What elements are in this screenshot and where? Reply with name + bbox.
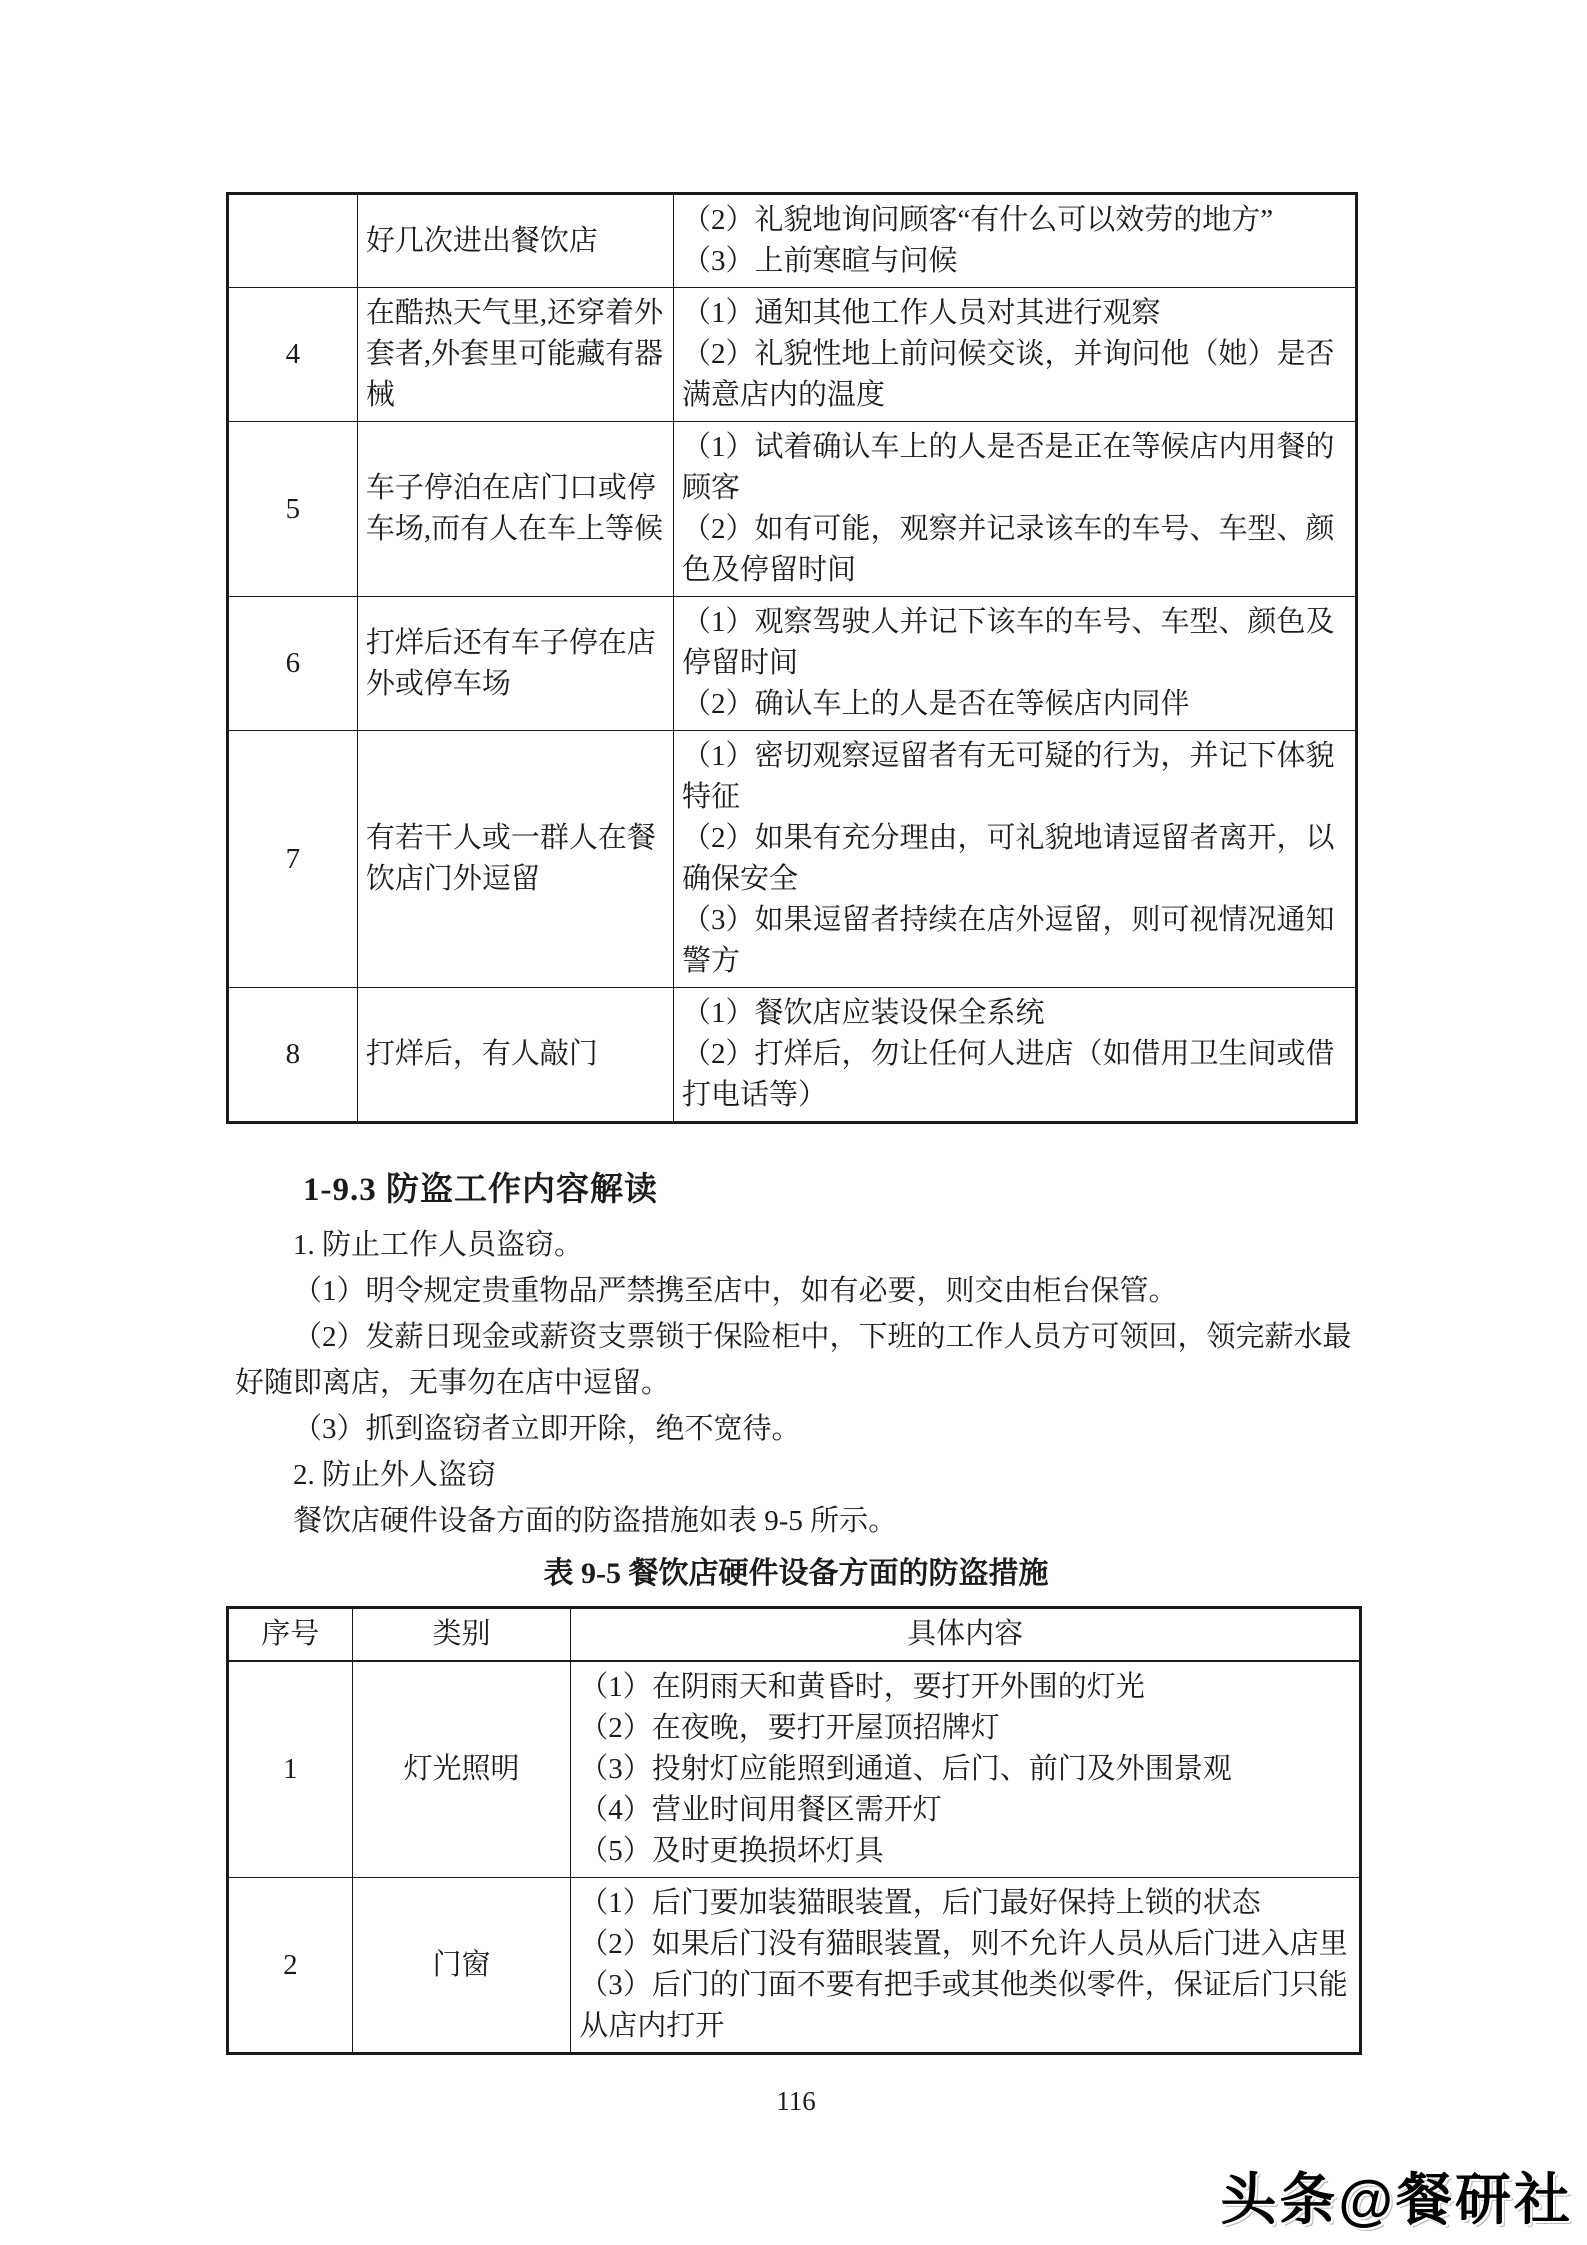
header-details: 具体内容	[571, 1608, 1361, 1662]
cell-actions	[673, 988, 1356, 1123]
action-item: （1）餐饮店应装设保全系统	[681, 997, 1045, 1029]
action-item: （3）上前寒暄与问候	[681, 245, 958, 277]
action-item: （2）确认车上的人是否在等候店内同伴	[681, 688, 1190, 720]
cell-category: 门窗	[352, 1878, 571, 2054]
detail-item: （1）在阴雨天和黄昏时，要打开外围的灯光	[579, 1671, 1145, 1703]
action-item: （1）通知其他工作人员对其进行观察	[681, 297, 1161, 329]
cell-row-number: 4	[228, 288, 358, 422]
detail-item: （2）在夜晚，要打开屋顶招牌灯	[579, 1712, 1000, 1744]
table-row	[228, 597, 1357, 731]
cell-row-number	[228, 194, 358, 288]
action-item: （2）打烊后，勿让任何人进店（如借用卫生间或借打电话等）	[681, 1038, 1335, 1111]
detail-item: （5）及时更换损坏灯具	[579, 1835, 884, 1867]
paragraph: 2. 防止外人盗窃	[293, 1459, 497, 1491]
page-number: 116	[776, 2086, 816, 2116]
cell-situation: 有若干人或一群人在餐饮店门外逗留	[357, 731, 673, 988]
cell-details	[571, 1878, 1361, 2054]
cell-actions	[673, 422, 1356, 597]
action-item: （1）试着确认车上的人是否是正在等候店内用餐的顾客	[681, 431, 1335, 504]
cell-situation: 在酷热天气里,还穿着外套者,外套里可能藏有器械	[357, 288, 673, 422]
paragraph: 1. 防止工作人员盗窃。	[293, 1229, 584, 1261]
cell-row-number: 6	[228, 597, 358, 731]
table-caption: 表 9-5 餐饮店硬件设备方面的防盗措施	[543, 1557, 1049, 1590]
cell-row-number: 7	[228, 731, 358, 988]
paragraph: （3）抓到盗窃者立即开除，绝不宽待。	[293, 1413, 801, 1445]
table-suspicious-situations	[226, 192, 1358, 1124]
action-item: （2）礼貌地询问顾客“有什么可以效劳的地方”	[681, 204, 1274, 236]
cell-actions	[673, 194, 1356, 288]
body-text	[235, 1222, 1357, 1544]
cell-row-number: 5	[228, 422, 358, 597]
table-row	[228, 422, 1357, 597]
action-item: （1）密切观察逗留者有无可疑的行为，并记下体貌特征	[681, 740, 1335, 813]
cell-row-number: 8	[228, 988, 358, 1123]
detail-item: （4）营业时间用餐区需开灯	[579, 1794, 942, 1826]
cell-situation: 打烊后还有车子停在店外或停车场	[357, 597, 673, 731]
section-heading: 1-9.3 防盗工作内容解读	[303, 1172, 658, 1208]
detail-item: （1）后门要加装猫眼装置，后门最好保持上锁的状态	[579, 1887, 1261, 1919]
table-antitheft-measures	[226, 1606, 1362, 2055]
table-row	[228, 988, 1357, 1123]
table-row	[228, 288, 1357, 422]
action-item: （1）观察驾驶人并记下该车的车号、车型、颜色及停留时间	[681, 606, 1335, 679]
detail-item: （2）如果后门没有猫眼装置，则不允许人员从后门进入店里	[579, 1928, 1348, 1960]
paragraph: （1）明令规定贵重物品严禁携至店中，如有必要，则交由柜台保管。	[293, 1275, 1178, 1307]
paragraph: 餐饮店硬件设备方面的防盗措施如表 9-5 所示。	[293, 1505, 898, 1537]
action-item: （3）如果逗留者持续在店外逗留，则可视情况通知警方	[681, 904, 1335, 977]
cell-situation: 打烊后，有人敲门	[357, 988, 673, 1123]
detail-item: （3）后门的门面不要有把手或其他类似零件，保证后门只能从店内打开	[579, 1969, 1348, 2042]
cell-row-number: 2	[228, 1878, 353, 2054]
cell-category: 灯光照明	[352, 1661, 571, 1878]
action-item: （2）礼貌性地上前问候交谈，并询问他（她）是否满意店内的温度	[681, 338, 1335, 411]
cell-actions	[673, 288, 1356, 422]
action-item: （2）如果有充分理由，可礼貌地请逗留者离开，以确保安全	[681, 822, 1335, 895]
table-row	[228, 1878, 1361, 2054]
cell-situation: 好几次进出餐饮店	[357, 194, 673, 288]
action-item: （2）如有可能，观察并记录该车的车号、车型、颜色及停留时间	[681, 513, 1335, 586]
cell-row-number: 1	[228, 1661, 353, 1878]
cell-situation: 车子停泊在店门口或停车场,而有人在车上等候	[357, 422, 673, 597]
table-header-row	[228, 1608, 1361, 1662]
paragraph: （2）发薪日现金或薪资支票锁于保险柜中，下班的工作人员方可领回，领完薪水最好随即离店，无事勿在店中逗留。	[235, 1321, 1352, 1399]
watermark: 头条@餐研社	[1220, 2168, 1573, 2231]
cell-actions	[673, 731, 1356, 988]
table-row	[228, 1661, 1361, 1878]
table-row	[228, 731, 1357, 988]
cell-actions	[673, 597, 1356, 731]
header-category: 类别	[352, 1608, 571, 1662]
header-serial-number: 序号	[228, 1608, 353, 1662]
table-row	[228, 194, 1357, 288]
cell-details	[571, 1661, 1361, 1878]
detail-item: （3）投射灯应能照到通道、后门、前门及外围景观	[579, 1753, 1232, 1785]
